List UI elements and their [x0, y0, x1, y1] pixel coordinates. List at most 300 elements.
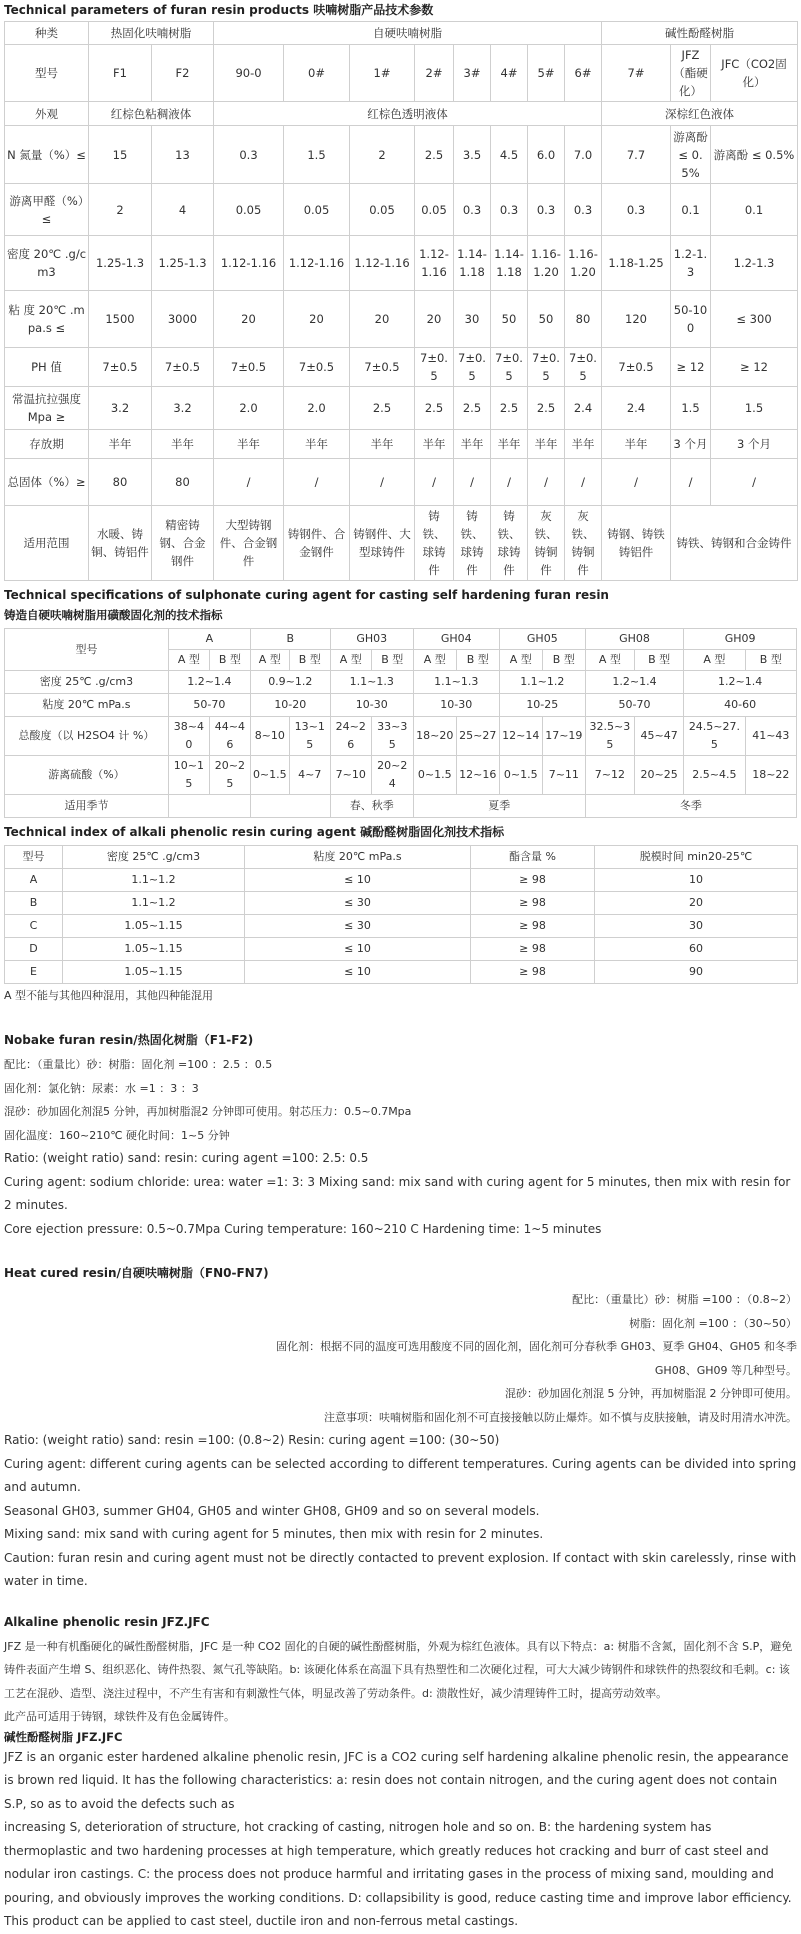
- table-cell: 半年: [528, 430, 565, 459]
- table-row: [5, 795, 797, 818]
- table-cell: /: [350, 459, 415, 506]
- table-row: [5, 717, 797, 756]
- table3-title: Technical index of alkali phenolic resin curing agent 碱酚醛树脂固化剂技术指标: [4, 825, 505, 839]
- table-cell: 3 个月: [671, 430, 711, 459]
- table-cell: 3.5: [454, 126, 491, 184]
- table-cell: B 型: [209, 650, 250, 671]
- table-cell: 2: [350, 126, 415, 184]
- table-cell: A 型: [585, 650, 634, 671]
- table-cell: /: [602, 459, 671, 506]
- table-cell: 7±0.5: [528, 348, 565, 387]
- table-cell: 1.12-1.16: [214, 236, 284, 291]
- table-row: [5, 961, 798, 984]
- text-line: 混砂：砂加固化剂混5 分钟，再加树脂混2 分钟即可使用。射芯压力：0.5~0.7Mpa: [4, 1105, 412, 1118]
- table-cell: 10-20: [250, 694, 330, 717]
- text-line: Curing agent: different curing agents can be selected according to different temperatures. Curing agents can be divided into spring and autumn.: [4, 1456, 797, 1494]
- table-cell: /: [284, 459, 350, 506]
- table-cell: 春、秋季: [330, 795, 413, 818]
- table-cell: 12~14: [499, 717, 542, 756]
- table-cell: ≥ 98: [471, 961, 595, 984]
- table-cell: [168, 795, 250, 818]
- table-cell: 3 个月: [711, 430, 798, 459]
- table-cell: 红棕色粘稠液体: [89, 102, 214, 126]
- table-row: [5, 348, 798, 387]
- table-cell: B 型: [371, 650, 413, 671]
- text-line: Curing agent: sodium chloride: urea: water =1: 3: 3 Mixing sand: mix sand with curing agent for 5 minutes, then mix with resin for 2 minutes.: [4, 1174, 791, 1212]
- table-cell: 50-70: [585, 694, 683, 717]
- table-cell: ≥ 12: [671, 348, 711, 387]
- table-cell: 2.4: [602, 387, 671, 430]
- table-cell: /: [454, 459, 491, 506]
- table-cell: 1.18-1.25: [602, 236, 671, 291]
- text-line: 混砂：砂加固化剂混 5 分钟，再加树脂混 2 分钟即可使用。: [505, 1387, 797, 1400]
- table-cell: 0.05: [214, 184, 284, 236]
- table-cell: 2.5: [454, 387, 491, 430]
- table-cell: 1.2-1.3: [711, 236, 798, 291]
- table-cell: 0.05: [415, 184, 454, 236]
- table-cell: A: [168, 629, 250, 650]
- table-cell: 1500: [89, 291, 152, 348]
- table-cell: ≤ 10: [245, 938, 471, 961]
- table-cell: 3000: [152, 291, 214, 348]
- section3-en-paragraph-2: increasing S, deterioration of structure, hot cracking of casting, nitrogen hole and so on. B: the hardening system has thermoplastic and two hardening processes at high temperature, which greatly reduces hot cracking and burr of cast steel and nodular iron castings. C: the process does not produce harmful and irritating gases in the process of mixing sand, moulding and pouring, and obviously improves the working conditions. D: collapsibility is good, reduce casting time and improve labor efficiency.: [4, 1820, 792, 1905]
- table-cell: 18~22: [745, 756, 796, 795]
- section3-en-paragraph-1: JFZ is an organic ester hardened alkaline phenolic resin, JFC is a CO2 curing self hardening alkaline phenolic resin, the appearance is brown red liquid. It has the following characteristics: a: resin does not contain nitrogen, and the curing agent does not contain S.P, so as to avoid the defects such as: [4, 1749, 789, 1811]
- table-row: [5, 184, 798, 236]
- table-cell: B 型: [456, 650, 499, 671]
- table-cell: ≥ 12: [711, 348, 798, 387]
- table-cell: 冬季: [585, 795, 796, 818]
- table-cell: 80: [152, 459, 214, 506]
- table-cell: 7±0.5: [454, 348, 491, 387]
- table-cell: D: [5, 938, 63, 961]
- table-cell: 50-70: [168, 694, 250, 717]
- table-cell: 1.2-1.3: [671, 236, 711, 291]
- table-cell: 铸钢、铸铁铸铝件: [602, 506, 671, 581]
- table-row: [5, 756, 797, 795]
- table-cell: ≥ 98: [471, 915, 595, 938]
- table-cell: 0.3: [528, 184, 565, 236]
- table-cell: 7±0.5: [491, 348, 528, 387]
- table-cell: 33~35: [371, 717, 413, 756]
- table-cell: 铸铁、铸钢和合金铸件: [671, 506, 798, 581]
- table-cell: 20~25: [209, 756, 250, 795]
- table-cell: 1.12-1.16: [284, 236, 350, 291]
- table-cell: 1.16-1.20: [565, 236, 602, 291]
- table-cell: 1.25-1.3: [89, 236, 152, 291]
- table-cell: 1.05~1.15: [63, 915, 245, 938]
- table-cell: 90: [595, 961, 798, 984]
- table-cell: 酯含量 %: [471, 846, 595, 869]
- table-cell: 7±0.5: [214, 348, 284, 387]
- table-cell: 半年: [454, 430, 491, 459]
- table-cell: 20: [214, 291, 284, 348]
- table-cell: 1.1~1.3: [413, 671, 499, 694]
- table2-title-en: Technical specifications of sulphonate curing agent for casting self hardening furan resin: [4, 588, 609, 602]
- table-cell: B 型: [289, 650, 330, 671]
- table-cell: /: [491, 459, 528, 506]
- table-cell: 2.5: [350, 387, 415, 430]
- table-cell: 半年: [152, 430, 214, 459]
- table-cell: 深棕红色液体: [602, 102, 798, 126]
- table-row: [5, 45, 798, 102]
- table-cell: 13~15: [289, 717, 330, 756]
- table-cell: 铸铁、球铸件: [415, 506, 454, 581]
- section2-cn-block: [4, 1288, 797, 1429]
- table-cell: 6#: [565, 45, 602, 102]
- table-cell: 铸铁、球铸件: [491, 506, 528, 581]
- table-cell: 13: [152, 126, 214, 184]
- table-cell: 半年: [89, 430, 152, 459]
- table-cell: GH09: [684, 629, 797, 650]
- table-cell: 灰铁、铸铜件: [528, 506, 565, 581]
- table-cell: B 型: [745, 650, 796, 671]
- table-cell: 存放期: [5, 430, 89, 459]
- table-cell: ≤ 30: [245, 915, 471, 938]
- table-cell: 1.2~1.4: [585, 671, 683, 694]
- table-header-row: [5, 629, 797, 650]
- table-cell: GH03: [330, 629, 413, 650]
- table-cell: 种类: [5, 22, 89, 45]
- table-cell: 7±0.5: [284, 348, 350, 387]
- text-line: 固化剂：根据不同的温度可选用酸度不同的固化剂，固化剂可分春秋季 GH03、夏季 GH04、GH05 和冬季: [276, 1340, 797, 1353]
- table-cell: A: [5, 869, 63, 892]
- section3-cn-apply: 此产品可适用于铸钢，球铁件及有色金属铸件。: [4, 1710, 235, 1723]
- table-cell: A 型: [413, 650, 456, 671]
- table-cell: /: [528, 459, 565, 506]
- table-cell: 0.05: [350, 184, 415, 236]
- table-cell: 2.5: [415, 126, 454, 184]
- table-cell: 7±0.5: [89, 348, 152, 387]
- table-cell: 15: [89, 126, 152, 184]
- table-cell: /: [214, 459, 284, 506]
- table-cell: C: [5, 915, 63, 938]
- table-cell: 粘度 20℃ mPa.s: [5, 694, 169, 717]
- table-cell: 适用范围: [5, 506, 89, 581]
- table-cell: 0.05: [284, 184, 350, 236]
- table-cell: 1.16-1.20: [528, 236, 565, 291]
- table-cell: 2.4: [565, 387, 602, 430]
- table-cell: 1.2~1.4: [168, 671, 250, 694]
- sulphonate-curing-agent-table: [4, 628, 797, 818]
- table-cell: ≤ 30: [245, 892, 471, 915]
- table-cell: 总酸度（以 H2SO4 计 %）: [5, 717, 169, 756]
- section3-title: Alkaline phenolic resin JFZ.JFC: [4, 1614, 210, 1629]
- table-cell: 红棕色透明液体: [214, 102, 602, 126]
- table-cell: 半年: [350, 430, 415, 459]
- table3-note: A 型不能与其他四种混用，其他四种能混用: [4, 989, 214, 1002]
- text-line: 树脂：固化剂 =100 ：（30~50）: [629, 1316, 797, 1330]
- table-cell: 1.5: [711, 387, 798, 430]
- table-cell: 粘 度 20℃ .mpa.s ≤: [5, 291, 89, 348]
- alkali-curing-agent-table: [4, 845, 798, 984]
- table-row: [5, 236, 798, 291]
- table-cell: A 型: [499, 650, 542, 671]
- table-cell: 30: [454, 291, 491, 348]
- table-row: [5, 671, 797, 694]
- text-line: 配比：（重量比）砂：树脂：固化剂 =100 ：2.5 ：0.5: [4, 1058, 273, 1071]
- section2-en-block: [4, 1429, 797, 1594]
- table-cell: 6.0: [528, 126, 565, 184]
- table-cell: 25~27: [456, 717, 499, 756]
- table-cell: 1.14-1.18: [454, 236, 491, 291]
- section3-cn-paragraph: JFZ 是一种有机酯硬化的碱性酚醛树脂，JFC 是一种 CO2 固化的自硬的碱性酚醛树脂，外观为棕红色液体。具有以下特点：a: 树脂不含氮，固化剂不含 S.P，避免铸件表面产生增 S、组织恶化、铸件热裂、氮气孔等缺陷。b: 该硬化体系在高温下具有热塑性和二次硬化过程，可大大减少铸钢件和球铁件的热裂纹和毛刺。c: 该工艺在混砂、造型、浇注过程中，不产生有害和有刺激性气体，明显改善了劳动条件。d: 溃散性好，减少清理铸件工时，提高劳动效率。: [4, 1639, 793, 1700]
- table-cell: 型号: [5, 846, 63, 869]
- table-cell: 自硬呋喃树脂: [214, 22, 602, 45]
- table-cell: /: [671, 459, 711, 506]
- table1-title: Technical parameters of furan resin products 呋喃树脂产品技术参数: [4, 3, 434, 17]
- table-cell: 游离酚 ≤ 0.5%: [711, 126, 798, 184]
- table-cell: 铸钢件、合金钢件: [284, 506, 350, 581]
- table-cell: 3.2: [152, 387, 214, 430]
- table-cell: 游离硫酸（%）: [5, 756, 169, 795]
- table-cell: 20: [284, 291, 350, 348]
- table-cell: 2.5: [528, 387, 565, 430]
- table-cell: 半年: [284, 430, 350, 459]
- table-cell: 80: [89, 459, 152, 506]
- table-cell: 120: [602, 291, 671, 348]
- table-cell: 0.3: [602, 184, 671, 236]
- table-cell: 密度 20℃ .g/cm3: [5, 236, 89, 291]
- text-line: 固化剂：氯化钠：尿素：水 =1 ：3 ：3: [4, 1081, 199, 1095]
- table-cell: 10-30: [413, 694, 499, 717]
- table-cell: 24.5~27.5: [684, 717, 745, 756]
- table-cell: 12~16: [456, 756, 499, 795]
- table-cell: PH 值: [5, 348, 89, 387]
- table-cell: /: [711, 459, 798, 506]
- table-cell: JFC（CO2固化）: [711, 45, 798, 102]
- table-cell: 7.0: [565, 126, 602, 184]
- table-cell: 0~1.5: [499, 756, 542, 795]
- table-cell: 10~15: [168, 756, 209, 795]
- table-cell: 半年: [214, 430, 284, 459]
- table-cell: ≤ 300: [711, 291, 798, 348]
- section1-title: Nobake furan resin/热固化树脂（F1-F2): [4, 1033, 254, 1047]
- table-header-row: [5, 846, 798, 869]
- table-cell: 1.1~1.2: [63, 892, 245, 915]
- table-cell: 24~26: [330, 717, 371, 756]
- table-cell: 7±0.5: [415, 348, 454, 387]
- table-cell: F2: [152, 45, 214, 102]
- table-cell: F1: [89, 45, 152, 102]
- table-cell: 7±0.5: [350, 348, 415, 387]
- table-cell: ≥ 98: [471, 869, 595, 892]
- table-cell: 碱性酚醛树脂: [602, 22, 798, 45]
- text-line: Ratio: (weight ratio) sand: resin: curing agent =100: 2.5: 0.5: [4, 1151, 369, 1165]
- table-cell: 20: [350, 291, 415, 348]
- section1-body: [4, 1053, 797, 1241]
- table-cell: 7.7: [602, 126, 671, 184]
- table-row: [5, 102, 798, 126]
- text-line: Mixing sand: mix sand with curing agent for 5 minutes, then mix with resin for 2 minutes.: [4, 1527, 544, 1541]
- table-row: [5, 694, 797, 717]
- table-cell: 常温抗拉强度 Mpa ≥: [5, 387, 89, 430]
- table-cell: 4: [152, 184, 214, 236]
- table-row: [5, 915, 798, 938]
- table-cell: 4.5: [491, 126, 528, 184]
- table-cell: 精密铸钢、合金钢件: [152, 506, 214, 581]
- section2-title: Heat cured resin/自硬呋喃树脂（FN0-FN7): [4, 1266, 269, 1280]
- text-line: Seasonal GH03, summer GH04, GH05 and winter GH08, GH09 and so on several models.: [4, 1503, 540, 1518]
- table-cell: 2.5: [491, 387, 528, 430]
- table-cell: E: [5, 961, 63, 984]
- table-cell: 41~43: [745, 717, 796, 756]
- table-cell: 30: [595, 915, 798, 938]
- table-cell: 2#: [415, 45, 454, 102]
- table-cell: A 型: [168, 650, 209, 671]
- text-line: 配比：（重量比）砂：树脂 =100 ：（0.8~2）: [572, 1293, 797, 1306]
- table-cell: 44~46: [209, 717, 250, 756]
- table-cell: /: [415, 459, 454, 506]
- table-cell: 7±0.5: [152, 348, 214, 387]
- table-cell: 20: [415, 291, 454, 348]
- table-cell: 5#: [528, 45, 565, 102]
- table-cell: 50-100: [671, 291, 711, 348]
- table-cell: 7~12: [585, 756, 634, 795]
- table-cell: 2.0: [214, 387, 284, 430]
- table-header-row: [5, 22, 798, 45]
- table-cell: A 型: [250, 650, 289, 671]
- table-cell: 0.3: [491, 184, 528, 236]
- table-cell: 18~20: [413, 717, 456, 756]
- table-cell: 10-30: [330, 694, 413, 717]
- table-cell: 7#: [602, 45, 671, 102]
- table-cell: 0.9~1.2: [250, 671, 330, 694]
- table-cell: 8~10: [250, 717, 289, 756]
- table-cell: 水暖、铸铜、铸铝件: [89, 506, 152, 581]
- table-cell: 2: [89, 184, 152, 236]
- table-cell: 铸钢件、大型球铸件: [350, 506, 415, 581]
- table-cell: 密度 25℃ .g/cm3: [63, 846, 245, 869]
- text-line: Caution: furan resin and curing agent must not be directly contacted to prevent explosion. If contact with skin carelessly, rinse with water in time.: [4, 1550, 797, 1588]
- table-cell: 0~1.5: [413, 756, 456, 795]
- section3-subtitle: 碱性酚醛树脂 JFZ.JFC: [4, 1729, 123, 1744]
- table-cell: 0.1: [711, 184, 798, 236]
- table-cell: 2.5~4.5: [684, 756, 745, 795]
- table-cell: 0.3: [454, 184, 491, 236]
- section3-en-apply: This product can be applied to cast steel, ductile iron and non-ferrous metal castings.: [4, 1914, 519, 1928]
- table-row: [5, 938, 798, 961]
- table2-title-cn: 铸造自硬呋喃树脂用磺酸固化剂的技术指标: [4, 608, 223, 622]
- table-row: [5, 892, 798, 915]
- table-row: [5, 869, 798, 892]
- table-cell: 半年: [491, 430, 528, 459]
- table-cell: 45~47: [635, 717, 684, 756]
- table-row: [5, 506, 798, 581]
- table-cell: 脱模时间 min20-25℃: [595, 846, 798, 869]
- table-cell: 40-60: [684, 694, 797, 717]
- table-cell: 17~19: [542, 717, 585, 756]
- table-cell: B: [5, 892, 63, 915]
- table-cell: 1.5: [284, 126, 350, 184]
- table-cell: 密度 25℃ .g/cm3: [5, 671, 169, 694]
- table-cell: GH04: [413, 629, 499, 650]
- table-cell: 1.25-1.3: [152, 236, 214, 291]
- table-cell: ≥ 98: [471, 938, 595, 961]
- table-row: [5, 387, 798, 430]
- text-line: 固化温度：160~210℃ 硬化时间：1~5 分钟: [4, 1128, 230, 1142]
- table-cell: 50: [528, 291, 565, 348]
- table-cell: 80: [565, 291, 602, 348]
- table-row: [5, 430, 798, 459]
- table-cell: B 型: [635, 650, 684, 671]
- table-cell: 10: [595, 869, 798, 892]
- table-cell: B 型: [542, 650, 585, 671]
- table-cell: 热固化呋喃树脂: [89, 22, 214, 45]
- table-cell: 1.14-1.18: [491, 236, 528, 291]
- table-cell: JFZ（酯硬化）: [671, 45, 711, 102]
- table-cell: 1.1~1.3: [330, 671, 413, 694]
- text-line: GH08、GH09 等几种型号。: [654, 1363, 797, 1377]
- table-cell: 0.3: [214, 126, 284, 184]
- table-cell: GH05: [499, 629, 585, 650]
- table-cell: 7~10: [330, 756, 371, 795]
- table-cell: 半年: [565, 430, 602, 459]
- table-row: [5, 291, 798, 348]
- table-cell: 10-25: [499, 694, 585, 717]
- table-cell: 7~11: [542, 756, 585, 795]
- table-cell: 7±0.5: [565, 348, 602, 387]
- table-cell: 型号: [5, 629, 169, 671]
- table-cell: 50: [491, 291, 528, 348]
- table-cell: 2.0: [284, 387, 350, 430]
- table-cell: 大型铸钢件、合金钢件: [214, 506, 284, 581]
- table-cell: ≤ 10: [245, 961, 471, 984]
- table-cell: 半年: [415, 430, 454, 459]
- table-cell: 游离酚 ≤ 0.5%: [671, 126, 711, 184]
- table-cell: 粘度 20℃ mPa.s: [245, 846, 471, 869]
- table-cell: 游离甲醛（%）≤: [5, 184, 89, 236]
- page: [0, 2, 801, 1934]
- table-cell: 半年: [602, 430, 671, 459]
- table-cell: B: [250, 629, 330, 650]
- table-cell: ≤ 10: [245, 869, 471, 892]
- table-row: [5, 459, 798, 506]
- table-cell: 1.5: [671, 387, 711, 430]
- table-cell: 1.12-1.16: [350, 236, 415, 291]
- table-cell: 60: [595, 938, 798, 961]
- table-cell: 3.2: [89, 387, 152, 430]
- table-cell: ≥ 98: [471, 892, 595, 915]
- table-cell: 铸铁、球铸件: [454, 506, 491, 581]
- text-line: Core ejection pressure: 0.5~0.7Mpa Curing temperature: 160~210 C Hardening time: 1~5 minutes: [4, 1221, 602, 1236]
- text-line: 注意事项：呋喃树脂和固化剂不可直接接触以防止爆炸。如不慎与皮肤接触，请及时用清水冲洗。: [324, 1410, 797, 1424]
- table-cell: 1.1~1.2: [63, 869, 245, 892]
- table-cell: 7±0.5: [602, 348, 671, 387]
- table-cell: 4~7: [289, 756, 330, 795]
- table-cell: 2.5: [415, 387, 454, 430]
- table-row: [5, 126, 798, 184]
- table-cell: 1#: [350, 45, 415, 102]
- table-cell: 0~1.5: [250, 756, 289, 795]
- table-cell: N 氮量（%）≤: [5, 126, 89, 184]
- table-cell: 1.12-1.16: [415, 236, 454, 291]
- table-cell: 外观: [5, 102, 89, 126]
- table-cell: 1.05~1.15: [63, 961, 245, 984]
- table-cell: /: [565, 459, 602, 506]
- table-cell: 32.5~35: [585, 717, 634, 756]
- table-cell: 1.2~1.4: [684, 671, 797, 694]
- table-cell: 夏季: [413, 795, 585, 818]
- table-cell: 1.1~1.2: [499, 671, 585, 694]
- table-cell: 90-0: [214, 45, 284, 102]
- table-cell: 总固体（%）≥: [5, 459, 89, 506]
- table-cell: [250, 795, 330, 818]
- table-cell: 灰铁、铸铜件: [565, 506, 602, 581]
- table-cell: GH08: [585, 629, 683, 650]
- table-cell: 1.05~1.15: [63, 938, 245, 961]
- table-cell: A 型: [684, 650, 745, 671]
